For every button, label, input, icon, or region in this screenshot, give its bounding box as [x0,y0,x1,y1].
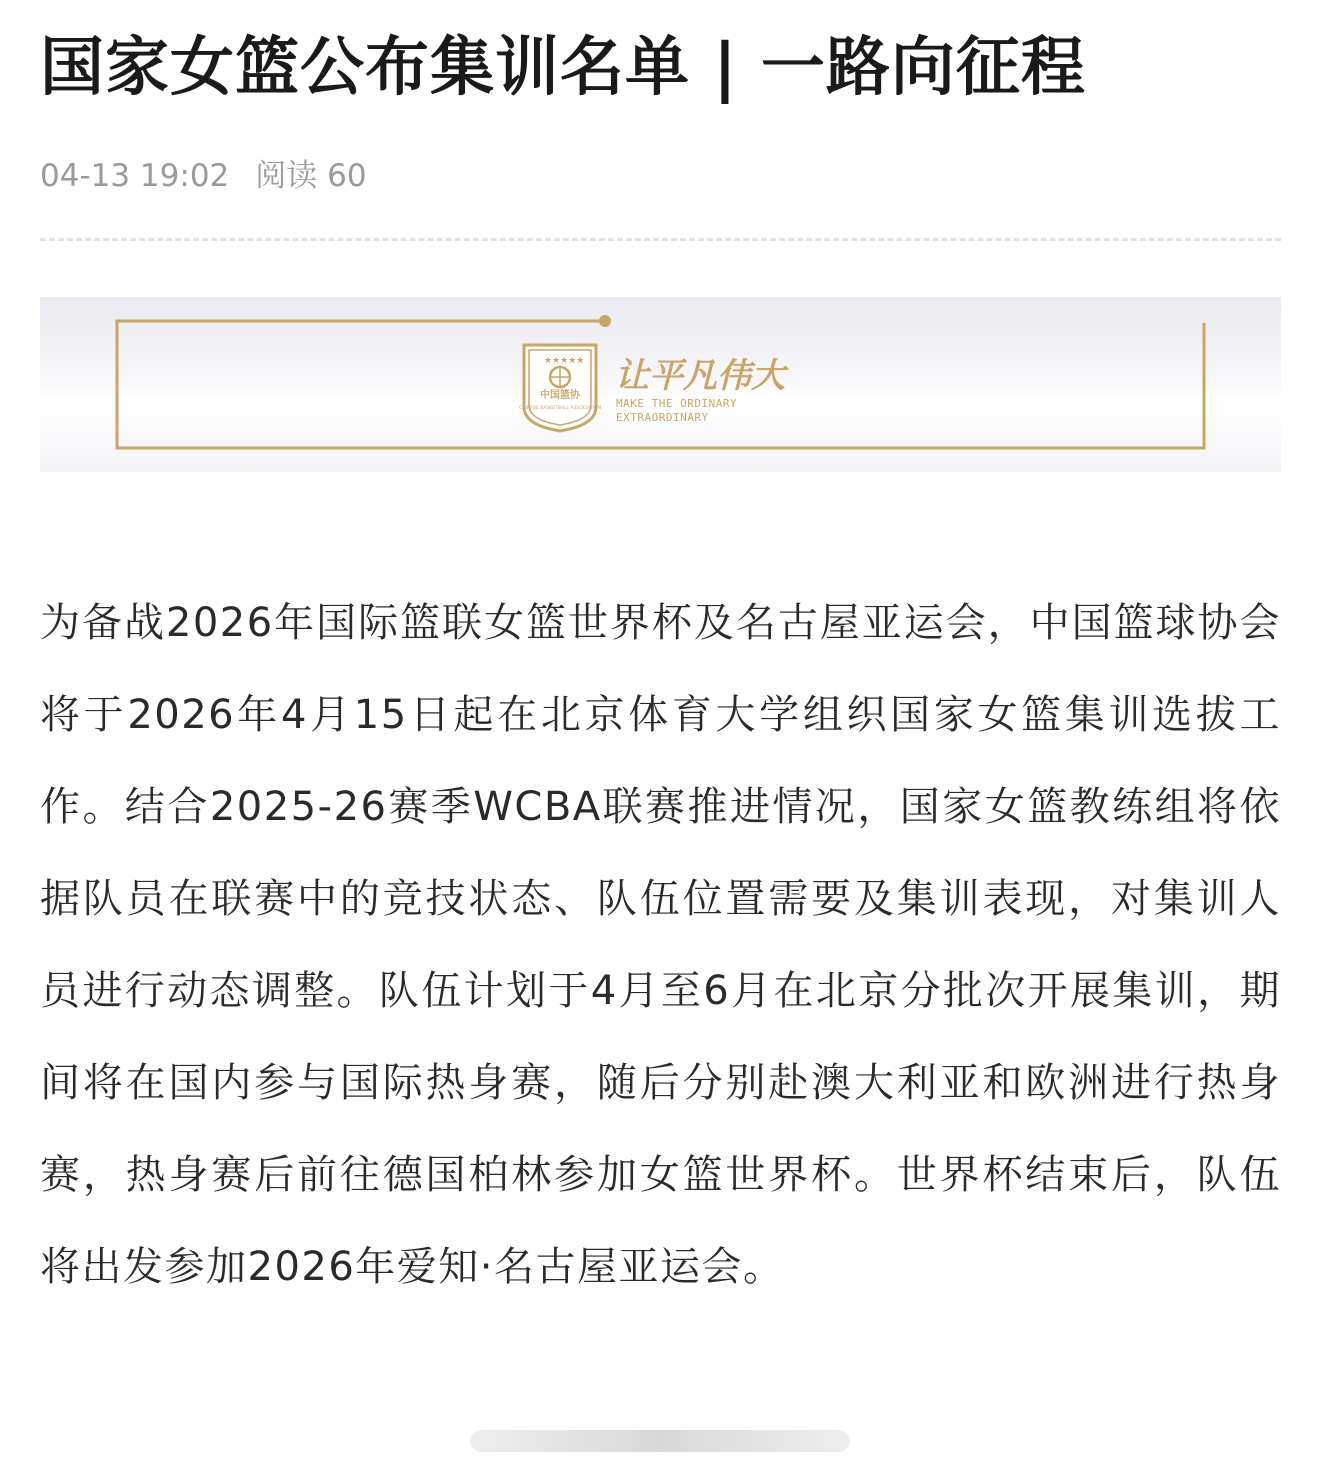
cba-emblem-icon [519,345,601,431]
slogan-cn: 让平凡伟大 [615,356,785,396]
cba-banner[interactable] [40,297,1281,472]
slogan-en-line2: EXTRAORDINARY [616,411,709,424]
publish-time: 04-13 19:02 [40,158,230,194]
article-title: 国家女篮公布集训名单 | 一路向征程 [40,31,1086,105]
svg-text:★★★★★: ★★★★★ [544,356,585,366]
read-count: 阅读 60 [255,158,367,194]
article-meta [40,156,1281,196]
frame-dot-icon [599,315,611,327]
article [40,0,1281,1353]
svg-text:中国篮协: 中国篮协 [540,390,580,401]
svg-text:CHINESE BASKETBALL ASSOCIATION: CHINESE BASKETBALL ASSOCIATION [519,406,601,411]
meta-divider [40,238,1281,241]
slogan-en-line1: MAKE THE ORDINARY [616,397,738,410]
blurred-footer-bar [470,1430,850,1452]
banner-graphic [40,297,1281,472]
article-body: 为备战2026年国际篮联女篮世界杯及名古屋亚运会，中国篮球协会将于2026年4月15日起在北京体育大学组织国家女篮集训选拔工作。结合2025-26赛季WCBA联赛推进情况，国家女篮教练组将依据队员在联赛中的竞技状态、队伍位置需要及集训表现，对集训人员进行动态调整。队伍计划于4月至6月在北京分批次开展集训，期间将在国内参与国际热身赛，随后分别赴澳大利亚和欧洲进行热身赛，热身赛后前往德国柏林参加女篮世界杯。世界杯结束后，队伍将出发参加2026年爱知·名古屋亚运会。 [40,600,1281,1290]
